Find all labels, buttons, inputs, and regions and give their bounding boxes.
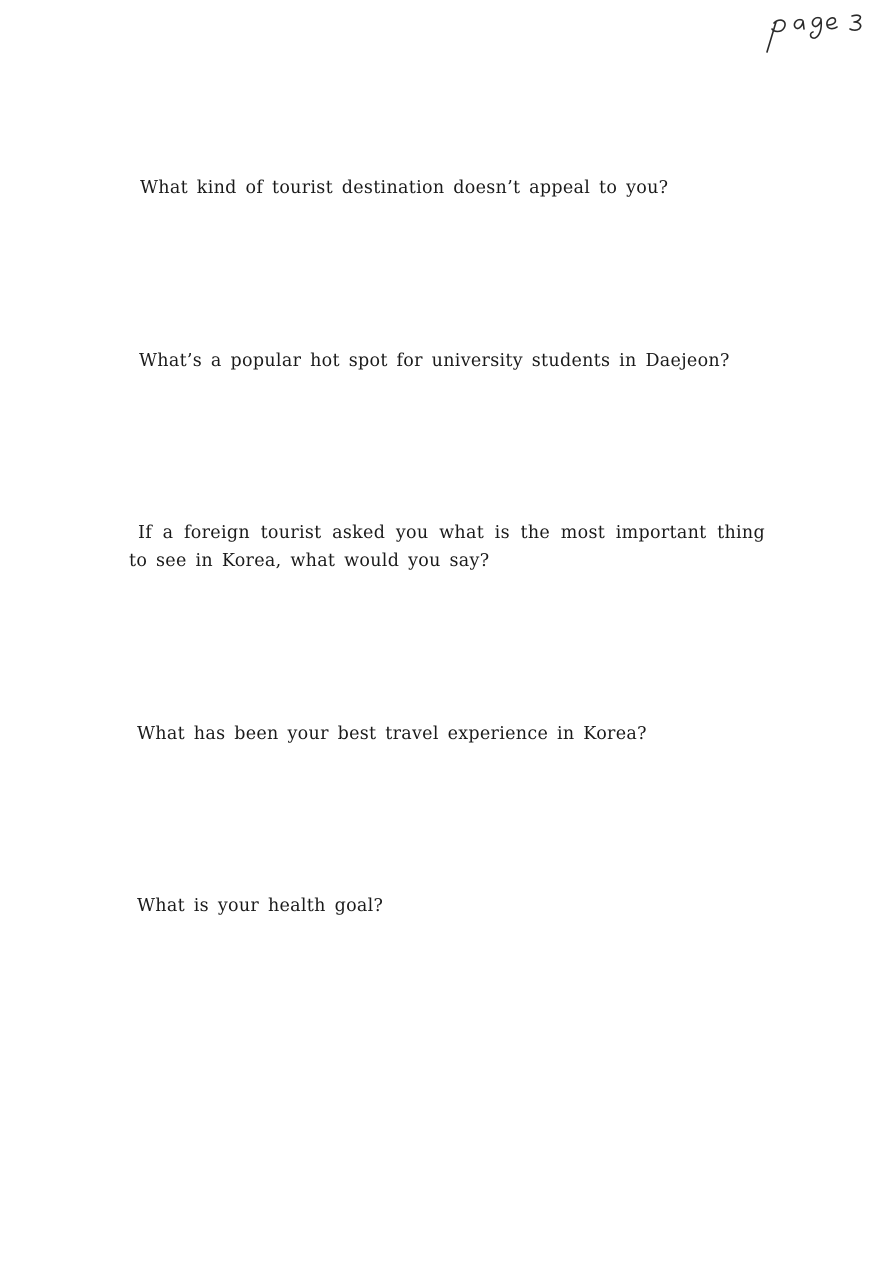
question-1: What kind of tourist destination doesn’t appeal to you?	[140, 178, 669, 198]
question-2: What’s a popular hot spot for university students in Daejeon?	[139, 351, 730, 371]
question-5: What is your health goal?	[137, 896, 384, 916]
handwritten-page-number	[762, 8, 872, 54]
question-3: If a foreign tourist asked you what is the most important thing to see in Korea, what would you say?	[129, 523, 765, 571]
question-4: What has been your best travel experience in Korea?	[137, 724, 647, 744]
